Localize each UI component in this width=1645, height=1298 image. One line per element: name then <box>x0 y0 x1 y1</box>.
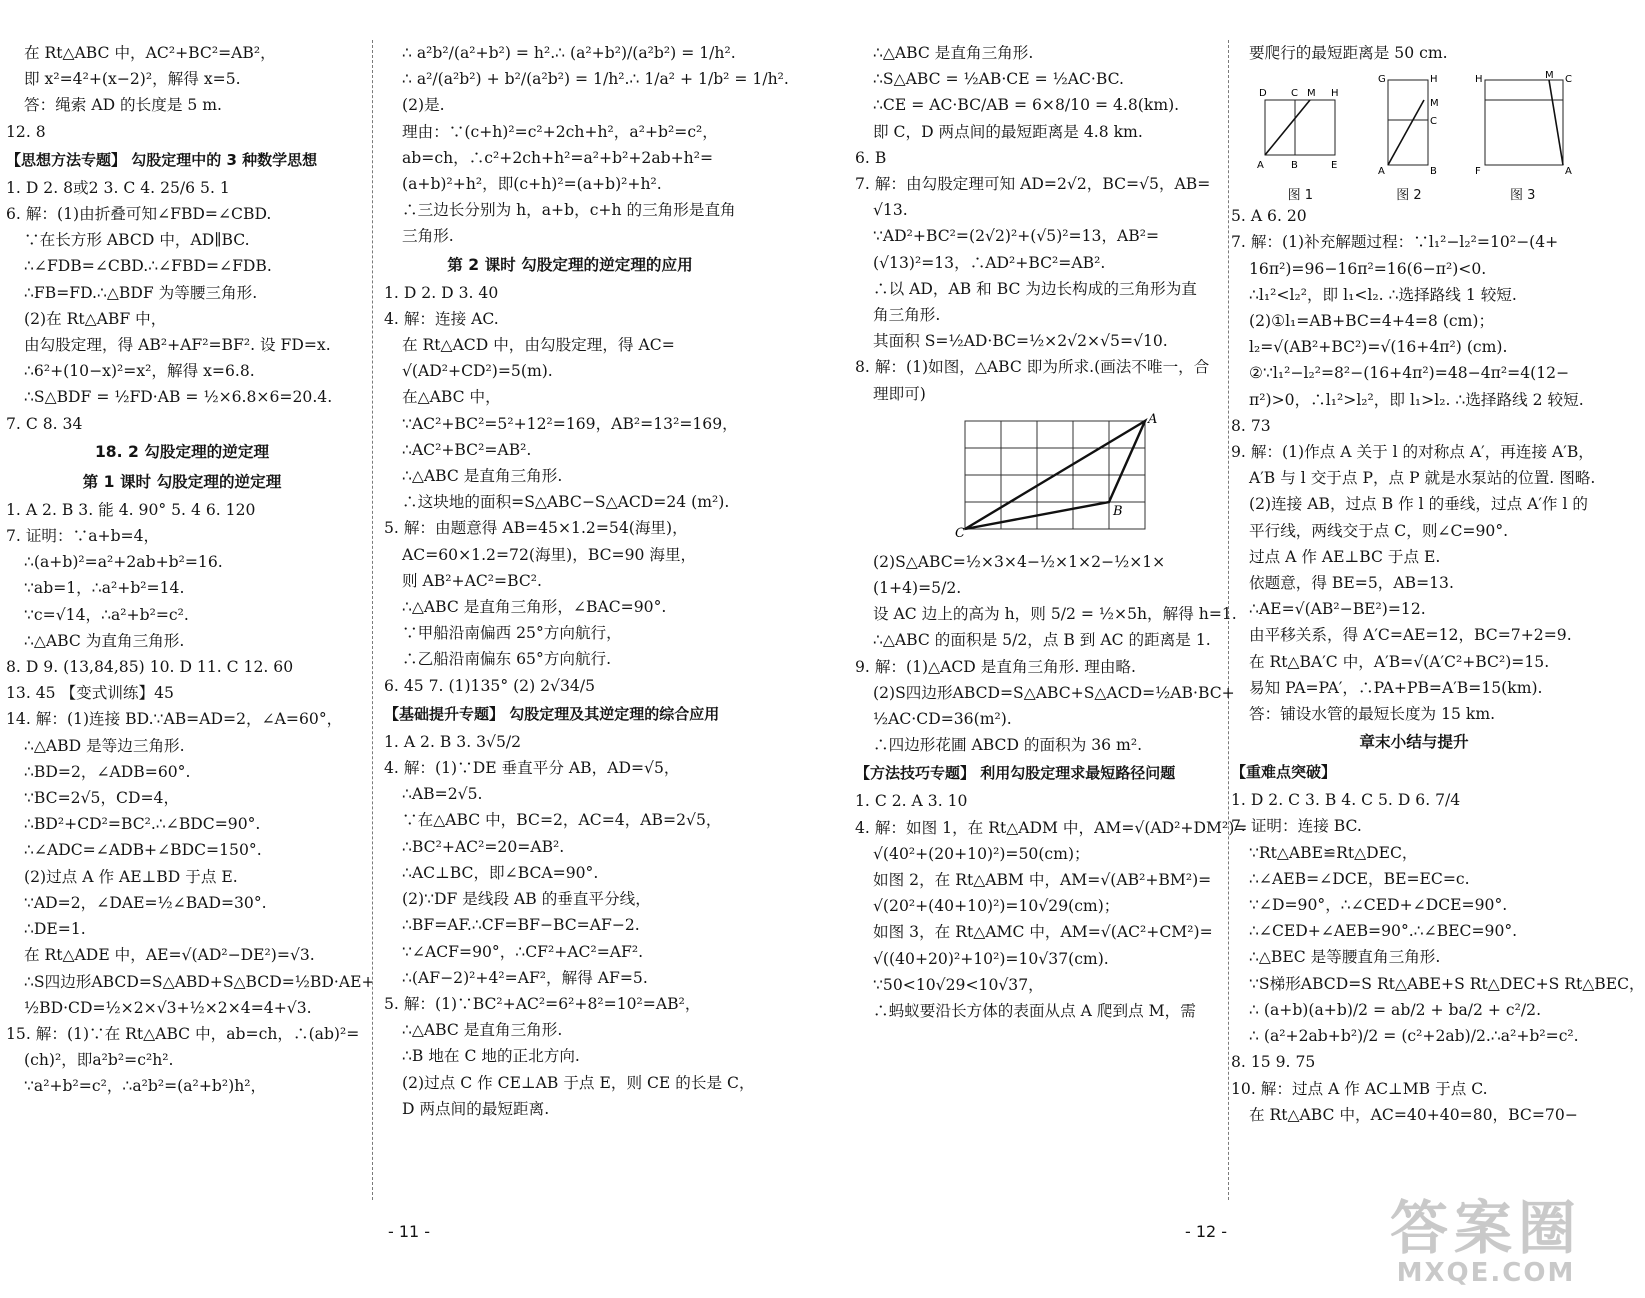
text-line: ∴BC²+AC²=20=AB². <box>402 837 565 856</box>
text-line: ∴蚂蚁要沿长方体的表面从点 A 爬到点 M，需 <box>873 1002 1196 1021</box>
text-line: ∴6²+(10−x)²=x²，解得 x=6.8. <box>24 362 255 381</box>
text-line: 8. D 9. (13,84,85) 10. D 11. C 12. 60 <box>6 658 294 677</box>
text-line: ∵Rt△ABE≌Rt△DEC， <box>1249 843 1418 862</box>
figure-3-caption: 图 3 <box>1509 188 1536 204</box>
svg-text:A: A <box>1564 166 1572 178</box>
text-line: ②∵l₁²−l₂²=8²−(16+4π²)=48−4π²=4(12− <box>1249 364 1570 383</box>
text-line: 8. 15 9. 75 <box>1231 1053 1316 1072</box>
text-line: 5. A 6. 20 <box>1231 207 1307 226</box>
text-line: ∵AC²+BC²=5²+12²=169，AB²=13²=169， <box>402 414 738 433</box>
text-line: 在 Rt△ABC 中，AC²+BC²=AB²， <box>24 44 276 62</box>
svg-text:B: B <box>1429 166 1437 178</box>
text-line: ∴ a²b²/(a²+b²) = h².∴ (a²+b²)/(a²b²) = 1/h². <box>402 44 736 62</box>
page-number-left: - 11 - <box>388 1222 431 1241</box>
text-line: (2)过点 C 作 CE⊥AB 于点 E，则 CE 的长是 C， <box>402 1073 755 1092</box>
text-line: ∴△ABC 是直角三角形. <box>402 1021 563 1040</box>
svg-text:G: G <box>1377 74 1386 86</box>
text-line: AC=60×1.2=72(海里)，BC=90 海里， <box>402 545 697 564</box>
figure-3-diagram <box>1473 70 1573 180</box>
figure-2-diagram <box>1374 70 1444 180</box>
text-line: ∴△ABC 是直角三角形. <box>402 467 563 486</box>
section-heading: 第 1 课时 勾股定理的逆定理 <box>82 472 282 491</box>
text-line: ∴CE = AC·BC/AB = 6×8/10 = 4.8(km). <box>873 96 1180 115</box>
text-line: ∴△ABC 是直角三角形，∠BAC=90°. <box>402 598 667 617</box>
text-line: ∴四边形花圃 ABCD 的面积为 36 m². <box>873 736 1143 755</box>
column-divider <box>372 40 373 1200</box>
text-line: 5. 解：(1)∵BC²+AC²=6²+8²=10²=AB²， <box>384 994 701 1013</box>
text-line: 理即可) <box>873 384 926 403</box>
svg-text:M: M <box>1307 88 1316 100</box>
page-left <box>0 40 789 1241</box>
text-line: 角三角形. <box>873 306 941 325</box>
text-line: (2)连接 AB，过点 B 作 l 的垂线，过点 A′作 l 的 <box>1249 495 1589 514</box>
column-3 <box>855 40 1248 1210</box>
text-line: ∵在长方形 ABCD 中，AD∥BC. <box>24 231 250 250</box>
text-line: (2)①l₁=AB+BC=4+4=8 (cm)； <box>1249 312 1495 331</box>
text-line: ∴ a²/(a²b²) + b²/(a²b²) = 1/h².∴ 1/a² + 1/b² = 1/h². <box>402 70 789 89</box>
column-1 <box>6 40 375 1210</box>
text-line: 7. C 8. 34 <box>6 414 83 433</box>
svg-text:H: H <box>1331 88 1339 100</box>
text-line: 1. C 2. A 3. 10 <box>855 792 968 811</box>
text-line: (1+4)=5/2. <box>873 579 962 598</box>
topic-heading: 【思想方法专题】 勾股定理中的 3 种数学思想 <box>6 150 318 169</box>
text-line: ∴三边长分别为 h，a+b，c+h 的三角形是直角 <box>402 201 736 220</box>
text-line: (2)S△ABC=½×3×4−½×1×2−½×1× <box>873 552 1166 571</box>
text-line: (a+b)²+h²，即(c+h)²=(a+b)²+h². <box>402 175 662 194</box>
text-line: 在△ABC 中， <box>402 388 501 407</box>
text-line: ∴ (a+b)(a+b)/2 = ab/2 + ba/2 + c²/2. <box>1249 1000 1542 1019</box>
text-line: ∴乙船沿南偏东 65°方向航行. <box>402 650 612 669</box>
grid-figure <box>855 411 1207 545</box>
watermark <box>1389 1194 1582 1288</box>
text-line: ∵甲船沿南偏西 25°方向航行， <box>402 624 622 643</box>
text-line: 12. 8 <box>6 122 46 141</box>
page-right <box>855 40 1645 1241</box>
text-line: ∴∠AEB=∠DCE，BE=EC=c. <box>1249 869 1470 888</box>
text-line: ∴DE=1. <box>24 920 86 939</box>
svg-text:A: A <box>1377 166 1385 178</box>
text-line: 三角形. <box>402 227 454 246</box>
text-line: ∴(a+b)²=a²+2ab+b²=16. <box>24 553 223 572</box>
text-line: 8. 解：(1)如图，△ABC 即为所求.(画法不唯一，合 <box>855 358 1210 377</box>
text-line: ∵在△ABC 中，BC=2，AC=4，AB=2√5， <box>402 811 722 830</box>
text-line: D 两点间的最短距离. <box>402 1099 550 1118</box>
figure-2-caption: 图 2 <box>1396 188 1422 204</box>
text-line: 14. 解：(1)连接 BD.∵AB=AD=2，∠A=60°， <box>6 710 343 729</box>
section-heading: 第 2 课时 勾股定理的逆定理的应用 <box>447 255 693 274</box>
text-line: 依题意，得 BE=5，AB=13. <box>1249 574 1454 593</box>
topic-heading: 【方法技巧专题】 利用勾股定理求最短路径问题 <box>855 764 1176 783</box>
vertex-label-c: C <box>955 525 965 541</box>
text-line: 如图 2，在 Rt△ABM 中，AM=√(AB²+BM²)= <box>873 871 1212 890</box>
triangle-on-grid-diagram <box>955 411 1165 541</box>
text-line: ∵∠D=90°，∴∠CED+∠DCE=90°. <box>1249 896 1508 915</box>
text-line: 在 Rt△ABC 中，AC=40+40=80，BC=70− <box>1249 1105 1578 1124</box>
svg-text:H: H <box>1474 74 1483 86</box>
text-line: √(AD²+CD²)=5(m). <box>402 362 553 381</box>
text-line: ∴这块地的面积=S△ABC−S△ACD=24 (m²). <box>402 493 730 512</box>
text-line: 由勾股定理，得 AB²+AF²=BF². 设 FD=x. <box>24 336 331 355</box>
text-line: (2)S四边形ABCD=S△ABC+S△ACD=½AB·BC+ <box>873 683 1235 702</box>
text-line: ∴FB=FD.∴△BDF 为等腰三角形. <box>24 283 258 302</box>
text-line: ∴△BEC 是等腰直角三角形. <box>1249 948 1441 967</box>
text-line: 其面积 S=½AD·BC=½×2√2×√5=√10. <box>873 332 1168 351</box>
text-line: ∴l₁²<l₂²，即 l₁<l₂. ∴选择路线 1 较短. <box>1249 285 1517 304</box>
svg-text:D: D <box>1259 88 1268 100</box>
text-line: 10. 解：过点 A 作 AC⊥MB 于点 C. <box>1231 1079 1488 1098</box>
text-line: 1. D 2. D 3. 40 <box>384 283 499 302</box>
text-line: ∴AC⊥BC，即∠BCA=90°. <box>402 863 599 882</box>
text-line: ∴△ABC 为直角三角形. <box>24 631 185 650</box>
text-line: ∴AB=2√5. <box>402 785 483 804</box>
text-line: (2)在 Rt△ABF 中， <box>24 309 167 328</box>
text-line: ∴B 地在 C 地的正北方向. <box>402 1047 580 1066</box>
text-line: 答：铺设水管的最短长度为 15 km. <box>1249 705 1496 724</box>
text-line: ½BD·CD=½×2×√3+½×2×4=4+√3. <box>24 998 312 1017</box>
text-line: ∴S△BDF = ½FD·AB = ½×6.8×6=20.4. <box>24 388 333 407</box>
text-line: ∴BD²+CD²=BC².∴∠BDC=90°. <box>24 815 261 834</box>
vertex-label-a: A <box>1148 411 1158 427</box>
text-line: ∴(AF−2)²+4²=AF²，解得 AF=5. <box>402 968 648 987</box>
text-line: 如图 3，在 Rt△AMC 中，AM=√(AC²+CM²)= <box>873 923 1213 942</box>
text-line: A′B 与 l 交于点 P，点 P 就是水泵站的位置. 图略. <box>1249 469 1596 488</box>
text-line: 1. A 2. B 3. 能 4. 90° 5. 4 6. 120 <box>6 500 256 519</box>
text-line: (2)∵DF 是线段 AB 的垂直平分线， <box>402 890 651 909</box>
text-line: l₂=√(AB²+BC²)=√(16+4π²) (cm). <box>1249 338 1508 357</box>
text-line: 7. 证明：连接 BC. <box>1231 817 1362 836</box>
text-line: 过点 A 作 AE⊥BC 于点 E. <box>1249 547 1441 566</box>
figure-2 <box>1374 70 1444 203</box>
text-line: 13. 45 【变式训练】45 <box>6 684 174 703</box>
text-line: ∴S四边形ABCD=S△ABD+S△BCD=½BD·AE+ <box>24 972 375 991</box>
text-line: ∵AD²+BC²=(2√2)²+(√5)²=13，AB²= <box>873 227 1160 246</box>
text-line: 平行线，两线交于点 C，则∠C=90°. <box>1249 521 1509 540</box>
text-line: ∵∠ACF=90°，∴CF²+AC²=AF². <box>402 942 644 961</box>
figure-1-diagram <box>1255 70 1345 180</box>
text-line: 理由：∵(c+h)²=c²+2ch+h²，a²+b²=c²， <box>402 122 718 141</box>
text-line: 6. 解：(1)由折叠可知∠FBD=∠CBD. <box>6 205 272 224</box>
page-number-right: - 12 - <box>1185 1222 1228 1241</box>
text-line: ∵S梯形ABCD=S Rt△ABE+S Rt△DEC+S Rt△BEC， <box>1249 974 1645 993</box>
text-line: ∴ (a²+2ab+b²)/2 = (c²+2ab)/2.∴a²+b²=c². <box>1249 1027 1579 1046</box>
text-line: 7. 证明：∵a+b=4， <box>6 527 160 546</box>
text-line: ∴AC²+BC²=AB². <box>402 440 532 459</box>
svg-text:M: M <box>1429 98 1439 110</box>
text-line: (2)是. <box>402 96 445 115</box>
text-line: (√13)²=13，∴AD²+BC²=AB². <box>873 253 1106 272</box>
watermark-url: MXQE.COM <box>1396 1258 1576 1288</box>
text-line: ∵50<10√29<10√37， <box>873 975 1044 994</box>
text-line: ∴AE=√(AB²−BE²)=12. <box>1249 600 1426 619</box>
text-line: (ch)²，即a²b²=c²h². <box>24 1051 174 1070</box>
text-line: ∵BC=2√5，CD=4， <box>24 789 180 808</box>
svg-text:C: C <box>1429 116 1437 128</box>
text-line: √13. <box>873 201 908 220</box>
text-line: 8. 73 <box>1231 416 1271 435</box>
text-line: 15. 解：(1)∵在 Rt△ABC 中，ab=ch，∴(ab)²= <box>6 1024 360 1043</box>
text-line: ∵ab=1，∴a²+b²=14. <box>24 579 185 598</box>
text-line: ∵AD=2，∠DAE=½∠BAD=30°. <box>24 893 267 912</box>
text-line: ∴∠ADC=∠ADB+∠BDC=150°. <box>24 841 262 860</box>
section-heading: 18. 2 勾股定理的逆定理 <box>94 442 270 461</box>
column-4 <box>1231 40 1645 1210</box>
text-line: 由平移关系，得 A′C=AE=12，BC=7+2=9. <box>1249 626 1572 645</box>
svg-text:E: E <box>1331 160 1338 172</box>
text-line: ∴∠CED+∠AEB=90°.∴∠BEC=90°. <box>1249 922 1518 941</box>
svg-text:M: M <box>1544 70 1554 82</box>
text-line: 在 Rt△ADE 中，AE=√(AD²−DE²)=√3. <box>24 946 315 965</box>
text-line: 9. 解：(1)△ACD 是直角三角形. 理由略. <box>855 657 1136 676</box>
text-line: ab=ch，∴c²+2ch+h²=a²+b²+2ab+h²= <box>402 148 714 167</box>
text-line: 在 Rt△ACD 中，由勾股定理，得 AC= <box>402 336 675 355</box>
text-line: 设 AC 边上的高为 h，则 5/2 = ½×5h，解得 h=1. <box>873 605 1237 624</box>
text-line: ∴S△ABC = ½AB·CE = ½AC·BC. <box>873 70 1124 89</box>
figure-1 <box>1255 70 1345 203</box>
text-line: 1. D 2. C 3. B 4. C 5. D 6. 7/4 <box>1231 791 1461 810</box>
text-line: 1. A 2. B 3. 3√5/2 <box>384 732 522 751</box>
column-2 <box>384 40 789 1210</box>
text-line: 易知 PA=PA′，∴PA+PB=A′B=15(km). <box>1249 678 1543 697</box>
text-line: (2)过点 A 作 AE⊥BD 于点 E. <box>24 867 238 886</box>
svg-text:A: A <box>1257 160 1265 172</box>
text-line: 16π²)=96−16π²=16(6−π²)<0. <box>1249 259 1487 278</box>
text-line: 则 AB²+AC²=BC². <box>402 571 542 590</box>
svg-text:H: H <box>1429 74 1438 86</box>
text-line: ∴∠FDB=∠CBD.∴∠FBD=∠FDB. <box>24 257 272 276</box>
section-heading: 章末小结与提升 <box>1359 733 1469 752</box>
text-line: 要爬行的最短距离是 50 cm. <box>1249 44 1448 62</box>
text-line: 答：绳索 AD 的长度是 5 m. <box>24 96 223 115</box>
text-line: 9. 解：(1)作点 A 关于 l 的对称点 A′，再连接 A′B， <box>1231 443 1594 462</box>
text-line: 即 C，D 两点间的最短距离是 4.8 km. <box>873 122 1143 141</box>
topic-heading: 【重难点突破】 <box>1231 763 1337 782</box>
text-line: √((40+20)²+10²)=10√37(cm). <box>873 949 1109 968</box>
text-line: ∴以 AD，AB 和 BC 为边长构成的三角形为直 <box>873 279 1197 298</box>
cuboid-net-figures <box>1231 66 1597 203</box>
text-line: 7. 解：由勾股定理可知 AD=2√2，BC=√5，AB= <box>855 175 1211 194</box>
svg-text:F: F <box>1474 166 1481 178</box>
text-line: π²)>0，∴l₁²>l₂²，即 l₁>l₂. ∴选择路线 2 较短. <box>1249 390 1584 409</box>
svg-text:C: C <box>1564 74 1572 86</box>
svg-text:C: C <box>1291 88 1299 100</box>
text-line: ∴BF=AF.∴CF=BF−BC=AF−2. <box>402 916 640 935</box>
text-line: 1. D 2. 8或2 3. C 4. 25/6 5. 1 <box>6 178 230 197</box>
text-line: 6. B <box>855 148 887 167</box>
text-line: 4. 解：连接 AC. <box>384 309 499 328</box>
text-line: ∵c=√14，∴a²+b²=c². <box>24 605 189 624</box>
watermark-logo: 答案圈 <box>1389 1194 1582 1262</box>
text-line: ∴△ABC 的面积是 5/2，点 B 到 AC 的距离是 1. <box>873 631 1211 650</box>
text-line: 4. 解：(1)∵DE 垂直平分 AB，AD=√5， <box>384 759 680 778</box>
text-line: 7. 解：(1)补充解题过程：∵l₁²−l₂²=10²−(4+ <box>1231 233 1559 252</box>
text-line: √(20²+(40+10)²)=10√29(cm)； <box>873 897 1120 916</box>
text-line: ½AC·CD=36(m²). <box>873 710 1012 729</box>
text-line: ∴△ABD 是等边三角形. <box>24 736 185 755</box>
topic-heading: 【基础提升专题】 勾股定理及其逆定理的综合应用 <box>384 704 720 723</box>
figure-3 <box>1473 70 1573 203</box>
vertex-label-b: B <box>1113 503 1123 519</box>
text-line: ∴BD=2，∠ADB=60°. <box>24 762 191 781</box>
text-line: 6. 45 7. (1)135° (2) 2√34/5 <box>384 676 595 695</box>
text-line: 4. 解：如图 1，在 Rt△ADM 中，AM=√(AD²+DM²)= <box>855 818 1248 837</box>
figure-1-caption: 图 1 <box>1287 188 1314 204</box>
text-line: 5. 解：由题意得 AB=45×1.2=54(海里)， <box>384 519 688 538</box>
text-line: 即 x²=4²+(x−2)²，解得 x=5. <box>24 70 241 89</box>
svg-text:B: B <box>1291 160 1299 172</box>
text-line: √(40²+(20+10)²)=50(cm)； <box>873 844 1090 863</box>
text-line: ∵a²+b²=c²，∴a²b²=(a²+b²)h²， <box>24 1077 267 1096</box>
text-line: ∴△ABC 是直角三角形. <box>873 44 1034 62</box>
text-line: 在 Rt△BA′C 中，A′B=√(A′C²+BC²)=15. <box>1249 652 1550 671</box>
